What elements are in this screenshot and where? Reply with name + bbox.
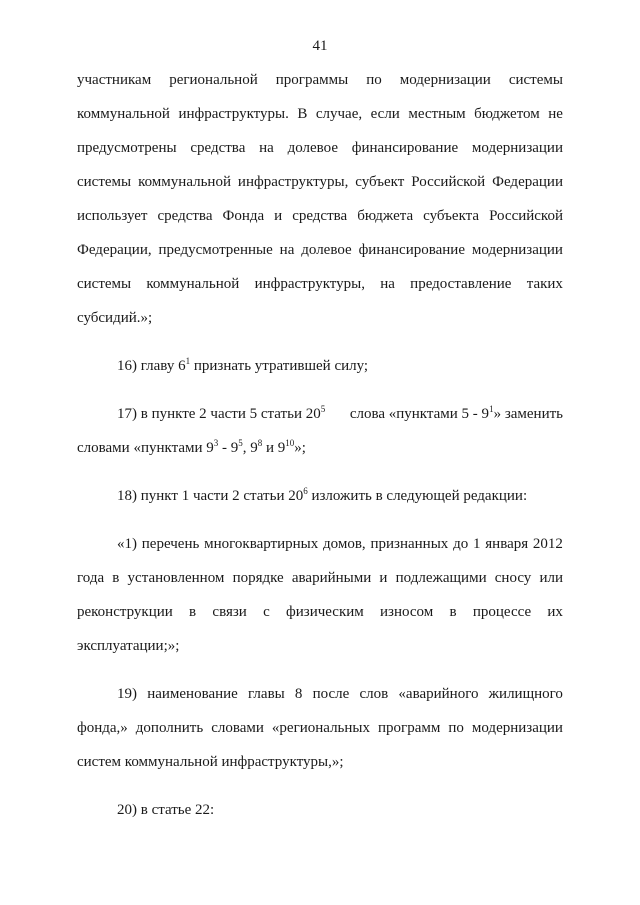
document-body	[77, 70, 563, 834]
text-line: года в установленном порядке аварийными и подлежащими сносу или	[77, 570, 563, 586]
text-line: фонда,» дополнить словами «региональных программ по модернизации	[77, 720, 563, 736]
text-line: «1) перечень многоквартирных домов, признанных до 1 января 2012	[117, 536, 563, 552]
text-line: предусмотрены средства на долевое финансирование модернизации	[77, 140, 563, 156]
text-line: эксплуатации;»;	[77, 638, 180, 654]
text-line: систем коммунальной инфраструктуры,»;	[77, 754, 344, 770]
text-line: субсидий.»;	[77, 310, 153, 326]
text-line: системы коммунальной инфраструктуры, субъект Российской Федерации	[77, 174, 563, 190]
paragraph-continuation	[77, 70, 563, 342]
text-line: реконструкции в связи с физическим износом в процессе их	[77, 604, 563, 620]
text-line: 19) наименование главы 8 после слов «аварийного жилищного	[117, 686, 563, 702]
text-line: коммунальной инфраструктуры. В случае, если местным бюджетом не	[77, 106, 563, 122]
item-20: 20) в статье 22:	[117, 802, 215, 818]
item-17-line-1: 17) в пункте 2 части 5 статьи $20^5$ слова «пунктами $5 - 9^1$» заменить	[117, 404, 563, 422]
text-line: использует средства Фонда и средства бюджета субъекта Российской	[77, 208, 563, 224]
text-line: системы коммунальной инфраструктуры, на предоставление таких	[77, 276, 563, 292]
quoted-paragraph	[77, 534, 563, 670]
item-18: 18) пункт 1 части 2 статьи $20^6$ изложить в следующей редакции:	[117, 486, 528, 504]
item-17-line-2: словами «пунктами $9^3 - 9^5$, $9^8$ и $9^{10}$»;	[77, 438, 306, 456]
page-number: 41	[312, 38, 328, 54]
item-19	[77, 684, 563, 786]
item-16: 16) главу $6^1$ признать утратившей силу;	[117, 356, 369, 374]
text-line: участникам региональной программы по модернизации системы	[77, 72, 563, 88]
text-line: Федерации, предусмотренные на долевое финансирование модернизации	[77, 242, 563, 258]
